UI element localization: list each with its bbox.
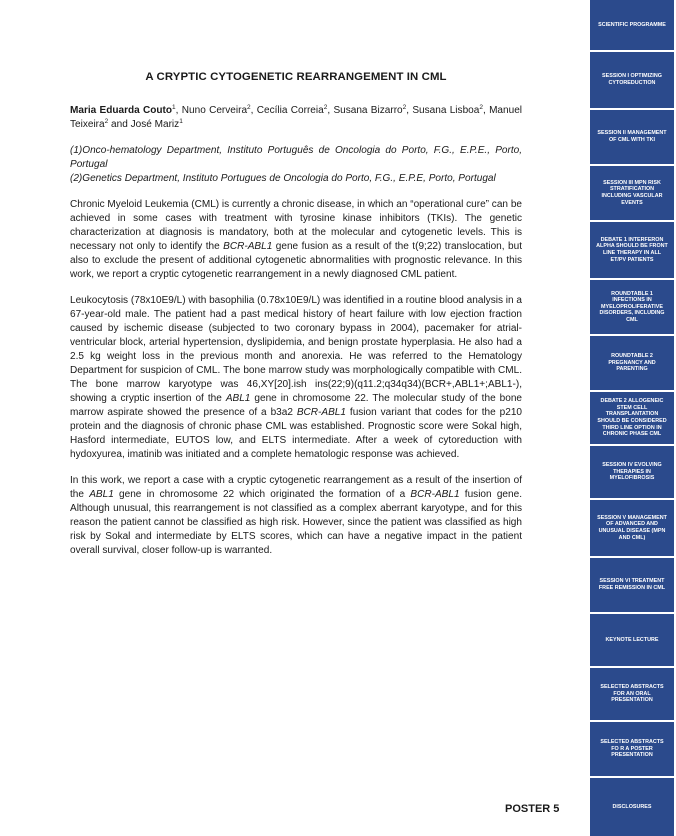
author-name: Maria Eduarda Couto [70, 105, 173, 116]
abstract-body [70, 104, 522, 558]
paragraph-case [70, 294, 522, 462]
abstract-title: A CRYPTIC CYTOGENETIC REARRANGEMENT IN CML [145, 71, 447, 83]
gene-name: BCR-ABL1 [410, 489, 460, 500]
author-affiliation-mark: 2 [402, 104, 407, 111]
sidebar-item-4[interactable] [590, 166, 674, 220]
author-name: Susana Bizarro [333, 105, 403, 116]
text-run: Leukocytosis (78x10E9/L) with basophilia (0.78x10E9/L) was identified in a routine blood analysis in a 67-year-old male. The patient had a past medical history of heart failure with low ejection fraction caused by ischemic disease (subjected to two coronary bypass in 2004), pacemaker for atrial-ventricular block, arterial hypertension, dyslipidemia, and benign prostate hyperplasia. He also had a 2.5 kg weight loss in the previous month and anorexia. He was referred to the Hematology Department for suspicion of CML. The bone marrow study was morphologically compatible with CML. The bone marrow karyotype was 46,XY[20].ish ins(22;9)(q11.2;q34q34)(BCR+,ABL1+;ABL1-), showing a cryptic insertion of the [70, 295, 522, 404]
sidebar-item-5[interactable] [590, 222, 674, 278]
sidebar-item-13[interactable] [590, 668, 674, 720]
text-run: gene in chromosome 22. The molecular study of the bone marrow aspirate showed the presence of a b3a2 [70, 393, 523, 418]
sidebar-item-11[interactable] [590, 558, 674, 612]
sidebar-item-label: SELECTED ABSTRACTS FO R A POSTER PRESENTATION [600, 739, 664, 759]
affiliation-2: (2)Genetics Department, Instituto Portugues de Oncologia do Porto, F.G., E.P.E, Porto, Portugal [70, 173, 496, 184]
text-run: In this work, we report a case with a cryptic cytogenetic rearrangement as a result of the insertion of the [70, 475, 522, 500]
gene-name: ABL1 [89, 489, 114, 500]
author-affiliation-mark: 1 [172, 104, 176, 111]
sidebar-item-7[interactable] [590, 336, 674, 390]
sidebar-item-label: SESSION IV EVOLVING THERAPIES IN MYELOFIBROSIS [602, 462, 662, 482]
author-affiliation-mark: 1 [179, 118, 183, 125]
author-name: Manuel Teixeira [70, 105, 523, 130]
sidebar-item-label: DEBATE 2 ALLOGENEIC STEM CELL TRANSPLANTATION SHOULD BE CONSIDERED THIRD LINE OPTION IN CHRONIC PHASE CML [597, 398, 667, 438]
sidebar-item-10[interactable] [590, 500, 674, 556]
gene-name: ABL1 [225, 393, 251, 404]
gene-name: BCR-ABL1 [223, 241, 273, 252]
paragraph-introduction [70, 198, 522, 282]
author-name: Cecília Correia [256, 105, 324, 116]
author-name: Nuno Cerveira [181, 105, 248, 116]
sidebar-item-2[interactable] [590, 52, 674, 108]
sidebar-item-label: SESSION V MANAGEMENT OF ADVANCED AND UNUSUAL DISEASE (MPN AND CML) [597, 514, 667, 541]
poster-number: POSTER 5 [505, 803, 560, 815]
author-name: José Mariz [130, 119, 180, 130]
sidebar-item-label: SESSION III MPN RISK STRATIFICATION INCLUDING VASCULAR EVENTS [601, 179, 663, 206]
text-run: gene in chromosome 22 which originated the formation of a [113, 489, 411, 500]
text-run: fusion variant that codes for the p210 protein and the diagnosis of chronic phase CML was established. Prognostic score were Sokal high, Hasford intermediate, EUTOS low, and ELTS intermediate. After a week of cytoreduction with hydoxyurea, imatinib was initiated and a complete hematologic response was achieved. [70, 407, 522, 460]
author-name: Susana Lisboa [412, 105, 480, 116]
sidebar-item-label: SESSION I OPTIMIZING CYTOREDUCTION [602, 73, 662, 86]
sidebar-item-15[interactable] [590, 778, 674, 836]
sidebar-item-6[interactable] [590, 280, 674, 334]
sidebar-item-label: DEBATE 1 INTERFERON ALPHA SHOULD BE FRONT LINE THERAPY IN ALL ET/PV PATIENTS [596, 236, 668, 263]
gene-name: BCR-ABL1 [296, 407, 346, 418]
author-list: Maria Eduarda Couto$^1$, Nuno Cerveira$^2$, Cecília Correia$^2$, Susana Bizarro$^2$, Susana Lisboa$^2$, Manuel Teixeira$^2$ and José Mariz$^1$ [70, 104, 523, 130]
text-run: gene fusion as a result of the t(9;22) translocation, but also to exclude the present of additional cytogenetic abnormalities with prognostic relevance. In this work, we report a cryptic cytogenetic rearrangement in a newly diagnosed CML patient. [70, 241, 522, 280]
paragraph-conclusion [70, 474, 522, 558]
text-run: Chronic Myeloid Leukemia (CML) is currently a chronic disease, in which an “operational cure” can be achieved in some cases with treatment with tyrosine kinase inhibitors (TKIs). The genetic characterization at diagnosis is mandatory, both at the molecular and cytogenetic levels. This is necessary not only to identify the [70, 199, 522, 252]
author-affiliation-mark: 2 [247, 104, 251, 111]
sidebar-item-14[interactable] [590, 722, 674, 776]
sidebar-item-9[interactable] [590, 446, 674, 498]
affiliation-1: (1)Onco-hematology Department, Instituto Português de Oncologia do Porto, F.G., E.P.E., Porto, Portugal [70, 145, 522, 170]
sidebar-item-label: SESSION VI TREATMENT FREE REMISSION IN CML [598, 578, 666, 591]
author-affiliation-mark: 2 [104, 118, 109, 125]
sidebar-item-label: SELECTED ABSTRACTS FOR AN ORAL PRESENTATION [600, 684, 664, 704]
sidebar-item-1[interactable] [590, 0, 674, 50]
sidebar-item-label: KEYNOTE LECTURE [605, 636, 659, 643]
sidebar-nav [590, 0, 674, 836]
affiliations [70, 144, 522, 186]
sidebar-item-3[interactable] [590, 110, 674, 164]
sidebar-item-12[interactable] [590, 614, 674, 666]
author-affiliation-mark: 2 [323, 104, 328, 111]
sidebar-item-label: SCIENTIFIC PROGRAMME [598, 21, 666, 28]
sidebar-item-8[interactable] [590, 392, 674, 444]
sidebar-item-label: SESSION II MANAGEMENT OF CML WITH TKI [597, 130, 667, 143]
sidebar-item-label: ROUNDTABLE 1 INFECTIONS IN MYELOPROLIFERATIVE DISORDERS, INCLUDING CML [599, 290, 665, 323]
author-affiliation-mark: 2 [479, 104, 483, 111]
sidebar-item-label: DISCLOSURES [612, 803, 652, 810]
text-run: fusion gene. Although unusual, this rearrangement is not classified as a complex aberrant karyotype, and for this reason the patient cannot be classified as high risk. However, since the patient was classified as high risk by Sokal and intermediate by ELTS scores, which can have a negative impact in the patient overall survival, closer follow-up is warranted. [70, 489, 522, 556]
sidebar-item-label: ROUNDTABLE 2 PREGNANCY AND PARENTING [608, 353, 656, 373]
